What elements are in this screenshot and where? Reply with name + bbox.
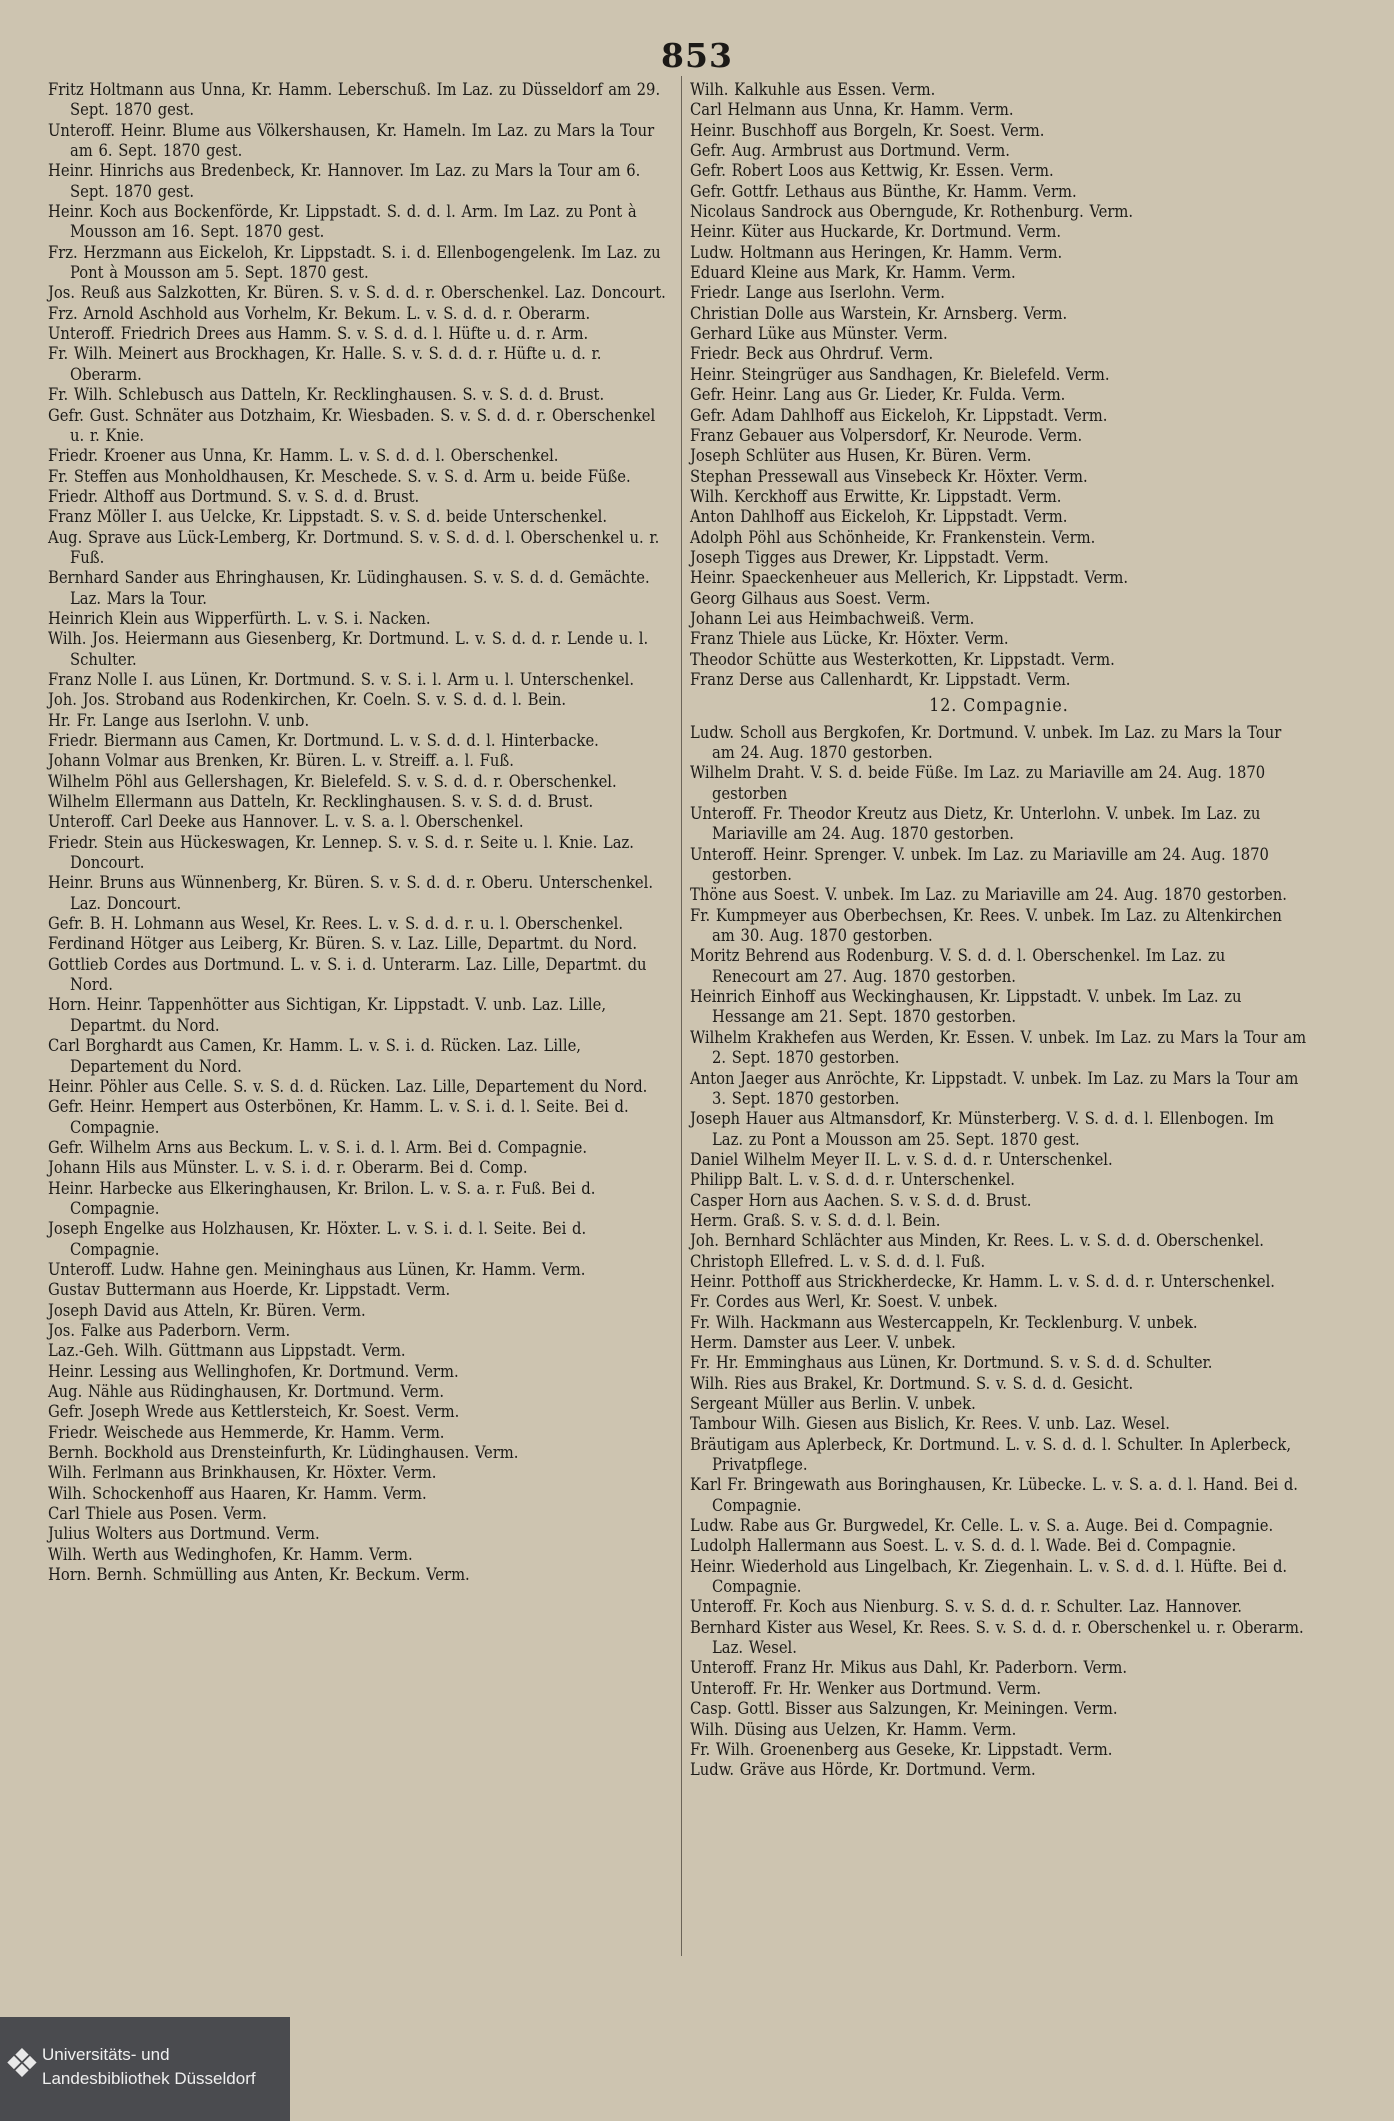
casualty-entry: Wilhelm Draht. V. S. d. beide Füße. Im Laz. zu Mariaville am 24. Aug. 1870 gestorben <box>690 763 1266 803</box>
casualty-entry: Gefr. B. H. Lohmann aus Wesel, Kr. Rees. L. v. S. d. d. r. u. l. Oberschenkel. <box>48 914 624 934</box>
casualty-entry: Franz Thiele aus Lücke, Kr. Höxter. Verm. <box>690 629 1009 649</box>
casualty-entry: Horn. Heinr. Tappenhötter aus Sichtigan, Kr. Lippstadt. V. unb. Laz. Lille, Departmt. du Nord. <box>48 995 607 1035</box>
casualty-entry: Theodor Schütte aus Westerkotten, Kr. Lippstadt. Verm. <box>690 649 1115 669</box>
casualty-entry: Jos. Reuß aus Salzkotten, Kr. Büren. S. v. S. d. d. r. Oberschenkel. Laz. Doncourt. <box>48 283 666 303</box>
casualty-entry: Fr. Kumpmeyer aus Oberbechsen, Kr. Rees. V. unbek. Im Laz. zu Altenkirchen am 30. Aug. 1870 gestorben. <box>690 905 1282 946</box>
casualty-entry: Anton Jaeger aus Anröchte, Kr. Lippstadt. V. unbek. Im Laz. zu Mars la Tour am 3. Sept. 1870 gestorben. <box>690 1068 1299 1108</box>
casualty-entry: Wilh. Jos. Heiermann aus Giesenberg, Kr. Dortmund. L. v. S. d. d. r. Lende u. l. Schulter. <box>48 629 649 669</box>
casualty-entry: Unteroff. Fr. Koch aus Nienburg. S. v. S. d. d. r. Schulter. Laz. Hannover. <box>690 1597 1242 1617</box>
casualty-entry: Carl Helmann aus Unna, Kr. Hamm. Verm. <box>690 100 1014 120</box>
casualty-entry: Unteroff. Franz Hr. Mikus aus Dahl, Kr. Paderborn. Verm. <box>690 1658 1128 1678</box>
casualty-entry: Wilh. Schockenhoff aus Haaren, Kr. Hamm. Verm. <box>48 1483 427 1503</box>
casualty-entry: Fr. Steffen aus Monholdhausen, Kr. Meschede. S. v. S. d. Arm u. beide Füße. <box>48 466 631 486</box>
casualty-entry: Georg Gilhaus aus Soest. Verm. <box>690 588 931 608</box>
casualty-entry: Jos. Falke aus Paderborn. Verm. <box>48 1320 291 1340</box>
right-column-bottom-list <box>690 723 1308 1781</box>
casualty-entry: Ludw. Gräve aus Hörde, Kr. Dortmund. Verm. <box>690 1760 1036 1780</box>
casualty-entry: Friedr. Weischede aus Hemmerde, Kr. Hamm. Verm. <box>48 1422 445 1442</box>
casualty-entry: Fr. Wilh. Meinert aus Brockhagen, Kr. Halle. S. v. S. d. d. r. Hüfte u. d. r. Oberarm. <box>48 344 602 384</box>
casualty-entry: Aug. Nähle aus Rüdinghausen, Kr. Dortmund. Verm. <box>48 1382 445 1401</box>
casualty-entry: Wilh. Kalkuhle aus Essen. Verm. <box>690 80 936 99</box>
casualty-entry: Heinr. Spaeckenheuer aus Mellerich, Kr. Lippstadt. Verm. <box>690 568 1129 588</box>
casualty-entry: Heinr. Lessing aus Wellinghofen, Kr. Dortmund. Verm. <box>48 1361 459 1381</box>
casualty-entry: Unteroff. Fr. Theodor Kreutz aus Dietz, Kr. Unterlohn. V. unbek. Im Laz. zu Mariaville am 24. Aug. 1870 gestorben. <box>690 804 1261 844</box>
casualty-entry: Fritz Holtmann aus Unna, Kr. Hamm. Leberschuß. Im Laz. zu Düsseldorf am 29. Sept. 1870 gest. <box>48 80 661 120</box>
casualty-entry: Joh. Jos. Stroband aus Rodenkirchen, Kr. Coeln. S. v. S. d. d. l. Bein. <box>48 690 567 710</box>
library-logo-icon: ❖ <box>4 2041 40 2087</box>
casualty-entry: Heinr. Buschhoff aus Borgeln, Kr. Soest. Verm. <box>690 120 1045 140</box>
casualty-entry: Julius Wolters aus Dortmund. Verm. <box>48 1524 320 1544</box>
casualty-entry: Ludw. Rabe aus Gr. Burgwedel, Kr. Celle. L. v. S. a. Auge. Bei d. Compagnie. <box>690 1516 1274 1536</box>
library-footer-line1: Universitäts- und <box>42 2045 170 2064</box>
casualty-entry: Johann Hils aus Münster. L. v. S. i. d. r. Oberarm. Bei d. Comp. <box>48 1158 528 1178</box>
casualty-entry: Joseph Hauer aus Altmansdorf, Kr. Münsterberg. V. S. d. d. l. Ellenbogen. Im Laz. zu Pont a Mousson am 25. Sept. 1870 gest. <box>690 1109 1274 1149</box>
casualty-entry: Bernhard Kister aus Wesel, Kr. Rees. S. v. S. d. d. r. Oberschenkel u. r. Oberarm. Laz. Wesel. <box>690 1617 1304 1658</box>
casualty-entry: Wilh. Werth aus Wedinghofen, Kr. Hamm. Verm. <box>48 1544 413 1564</box>
casualty-entry: Moritz Behrend aus Rodenburg. V. S. d. d. l. Oberschenkel. Im Laz. zu Renecourt am 27. Aug. 1870 gestorben. <box>690 946 1226 986</box>
casualty-entry: Gefr. Gottfr. Lethaus aus Bünthe, Kr. Hamm. Verm. <box>690 181 1077 201</box>
casualty-entry: Friedr. Lange aus Iserlohn. Verm. <box>690 283 945 303</box>
casualty-entry: Fr. Wilh. Hackmann aus Westercappeln, Kr. Tecklenburg. V. unbek. <box>690 1312 1198 1332</box>
casualty-entry: Bräutigam aus Aplerbeck, Kr. Dortmund. L. v. S. d. d. l. Schulter. In Aplerbeck, Privatpflege. <box>690 1434 1292 1475</box>
casualty-entry: Aug. Sprave aus Lück-Lemberg, Kr. Dortmund. S. v. S. d. d. l. Oberschenkel u. r. Fuß. <box>48 527 660 567</box>
casualty-entry: Fr. Wilh. Groenenberg aus Geseke, Kr. Lippstadt. Verm. <box>690 1739 1113 1759</box>
casualty-entry: Heinr. Wiederhold aus Lingelbach, Kr. Ziegenhain. L. v. S. d. d. l. Hüfte. Bei d. Compagnie. <box>690 1556 1288 1597</box>
casualty-entry: Friedr. Althoff aus Dortmund. S. v. S. d. d. Brust. <box>48 486 420 506</box>
casualty-entry: Carl Thiele aus Posen. Verm. <box>48 1504 267 1524</box>
casualty-entry: Sergeant Müller aus Berlin. V. unbek. <box>690 1394 976 1413</box>
casualty-entry: Tambour Wilh. Giesen aus Bislich, Kr. Rees. V. unb. Laz. Wesel. <box>690 1414 1170 1434</box>
casualty-entry: Stephan Pressewall aus Vinsebeck Kr. Höxter. Verm. <box>690 466 1088 486</box>
casualty-entry: Wilhelm Krakhefen aus Werden, Kr. Essen. V. unbek. Im Laz. zu Mars la Tour am 2. Sept. 1870 gestorben. <box>690 1027 1307 1068</box>
casualty-entry: Carl Borghardt aus Camen, Kr. Hamm. L. v. S. i. d. Rücken. Laz. Lille, Departement du Nord. <box>48 1036 581 1076</box>
casualty-entry: Hr. Fr. Lange aus Iserlohn. V. unb. <box>48 710 310 730</box>
casualty-entry: Nicolaus Sandrock aus Oberngude, Kr. Rothenburg. Verm. <box>690 202 1134 222</box>
casualty-entry: Gefr. Heinr. Hempert aus Osterbönen, Kr. Hamm. L. v. S. i. d. l. Seite. Bei d. Compagnie. <box>48 1097 629 1137</box>
casualty-entry: Fr. Cordes aus Werl, Kr. Soest. V. unbek. <box>690 1292 998 1312</box>
left-column <box>48 80 666 1585</box>
casualty-entry: Franz Derse aus Callenhardt, Kr. Lippstadt. Verm. <box>690 669 1071 689</box>
casualty-entry: Heinrich Klein aus Wipperfürth. L. v. S. i. Nacken. <box>48 608 431 628</box>
casualty-entry: Gefr. Wilhelm Arns aus Beckum. L. v. S. i. d. l. Arm. Bei d. Compagnie. <box>48 1137 588 1157</box>
casualty-entry: Heinr. Potthoff aus Strickherdecke, Kr. Hamm. L. v. S. d. d. r. Unterschenkel. <box>690 1271 1275 1291</box>
casualty-entry: Franz Gebauer aus Volpersdorf, Kr. Neurode. Verm. <box>690 425 1083 445</box>
casualty-entry: Frz. Herzmann aus Eickeloh, Kr. Lippstadt. S. i. d. Ellenbogengelenk. Im Laz. zu Pont à Mousson am 5. Sept. 1870 gest. <box>48 242 661 283</box>
right-column <box>690 80 1308 1781</box>
casualty-entry: Unteroff. Friedrich Drees aus Hamm. S. v. S. d. d. l. Hüfte u. d. r. Arm. <box>48 324 589 344</box>
casualty-entry: Wilh. Kerckhoff aus Erwitte, Kr. Lippstadt. Verm. <box>690 486 1062 506</box>
casualty-entry: Joseph Schlüter aus Husen, Kr. Büren. Verm. <box>690 446 1032 466</box>
casualty-entry: Casp. Gottl. Bisser aus Salzungen, Kr. Meiningen. Verm. <box>690 1699 1118 1719</box>
casualty-entry: Gefr. Heinr. Lang aus Gr. Lieder, Kr. Fulda. Verm. <box>690 385 1066 405</box>
casualty-entry: Laz.-Geh. Wilh. Güttmann aus Lippstadt. Verm. <box>48 1341 406 1361</box>
casualty-entry: Heinrich Einhoff aus Weckinghausen, Kr. Lippstadt. V. unbek. Im Laz. zu Hessange am 21. Sept. 1870 gestorben. <box>690 987 1242 1027</box>
casualty-entry: Gefr. Adam Dahlhoff aus Eickeloh, Kr. Lippstadt. Verm. <box>690 405 1108 425</box>
casualty-entry: Unteroff. Carl Deeke aus Hannover. L. v. S. a. l. Oberschenkel. <box>48 812 524 832</box>
casualty-entry: Heinr. Küter aus Huckarde, Kr. Dortmund. Verm. <box>690 222 1062 242</box>
casualty-entry: Heinr. Bruns aus Wünnenberg, Kr. Büren. S. v. S. d. d. r. Oberu. Unterschenkel. Laz. Doncourt. <box>48 873 654 913</box>
casualty-entry: Fr. Hr. Emminghaus aus Lünen, Kr. Dortmund. S. v. S. d. d. Schulter. <box>690 1353 1213 1373</box>
casualty-entry: Philipp Balt. L. v. S. d. d. r. Unterschenkel. <box>690 1170 1015 1190</box>
casualty-entry: Unteroff. Heinr. Blume aus Völkershausen, Kr. Hameln. Im Laz. zu Mars la Tour am 6. Sept. 1870 gest. <box>48 120 655 161</box>
casualty-entry: Friedr. Beck aus Ohrdruf. Verm. <box>690 344 934 364</box>
casualty-entry: Karl Fr. Bringewath aus Boringhausen, Kr. Lübecke. L. v. S. a. d. l. Hand. Bei d. Compagnie. <box>690 1475 1298 1515</box>
casualty-entry: Christian Dolle aus Warstein, Kr. Arnsberg. Verm. <box>690 303 1068 323</box>
casualty-entry: Frz. Arnold Aschhold aus Vorhelm, Kr. Bekum. L. v. S. d. d. r. Oberarm. <box>48 303 591 323</box>
right-column-top-list <box>690 80 1308 690</box>
casualty-entry: Heinr. Pöhler aus Celle. S. v. S. d. d. Rücken. Laz. Lille, Departement du Nord. <box>48 1076 648 1096</box>
casualty-entry: Bernh. Bockhold aus Drensteinfurth, Kr. Lüdinghausen. Verm. <box>48 1443 519 1463</box>
casualty-entry: Herm. Graß. S. v. S. d. d. l. Bein. <box>690 1210 941 1230</box>
casualty-entry: Joseph David aus Atteln, Kr. Büren. Verm. <box>48 1300 366 1320</box>
section-heading-12-compagnie: 12. Compagnie. <box>929 696 1069 717</box>
casualty-entry: Unteroff. Ludw. Hahne gen. Meininghaus aus Lünen, Kr. Hamm. Verm. <box>48 1259 586 1279</box>
library-footer-line2: Landesbibliothek Düsseldorf <box>42 2069 256 2088</box>
casualty-entry: Ludw. Scholl aus Bergkofen, Kr. Dortmund. V. unbek. Im Laz. zu Mars la Tour am 24. Aug. 1870 gestorben. <box>690 722 1282 762</box>
casualty-entry: Ferdinand Hötger aus Leiberg, Kr. Büren. S. v. Laz. Lille, Departmt. du Nord. <box>48 934 638 954</box>
column-divider <box>681 76 682 1956</box>
casualty-entry: Gottlieb Cordes aus Dortmund. L. v. S. i. d. Unterarm. Laz. Lille, Departmt. du Nord. <box>48 954 647 995</box>
casualty-entry: Friedr. Stein aus Hückeswagen, Kr. Lennep. S. v. S. d. r. Seite u. l. Knie. Laz. Doncourt. <box>48 832 634 873</box>
casualty-entry: Horn. Bernh. Schmülling aus Anten, Kr. Beckum. Verm. <box>48 1565 470 1585</box>
casualty-entry: Fr. Wilh. Schlebusch aus Datteln, Kr. Recklinghausen. S. v. S. d. d. Brust. <box>48 385 605 405</box>
casualty-entry: Gefr. Aug. Armbrust aus Dortmund. Verm. <box>690 141 1010 161</box>
casualty-entry: Wilh. Ries aus Brakel, Kr. Dortmund. S. v. S. d. d. Gesicht. <box>690 1373 1134 1393</box>
casualty-entry: Gefr. Robert Loos aus Kettwig, Kr. Essen. Verm. <box>690 161 1054 181</box>
casualty-entry: Johann Lei aus Heimbachweiß. Verm. <box>690 608 975 628</box>
casualty-entry: Wilhelm Ellermann aus Datteln, Kr. Recklinghausen. S. v. S. d. d. Brust. <box>48 792 594 812</box>
casualty-entry: Friedr. Kroener aus Unna, Kr. Hamm. L. v. S. d. d. l. Oberschenkel. <box>48 446 559 466</box>
casualty-entry: Gefr. Gust. Schnäter aus Dotzhaim, Kr. Wiesbaden. S. v. S. d. d. r. Oberschenkel u. r. Knie. <box>48 405 656 445</box>
casualty-entry: Casper Horn aus Aachen. S. v. S. d. d. Brust. <box>690 1190 1032 1210</box>
casualty-entry: Joh. Bernhard Schlächter aus Minden, Kr. Rees. L. v. S. d. d. Oberschenkel. <box>690 1231 1264 1251</box>
casualty-entry: Johann Volmar aus Brenken, Kr. Büren. L. v. Streiff. a. l. Fuß. <box>48 751 514 771</box>
casualty-entry: Anton Dahlhoff aus Eickeloh, Kr. Lippstadt. Verm. <box>690 507 1068 527</box>
casualty-entry: Herm. Damster aus Leer. V. unbek. <box>690 1332 956 1352</box>
casualty-entry: Gustav Buttermann aus Hoerde, Kr. Lippstadt. Verm. <box>48 1280 451 1300</box>
casualty-entry: Gerhard Lüke aus Münster. Verm. <box>690 324 948 344</box>
casualty-entry: Heinr. Koch aus Bockenförde, Kr. Lippstadt. S. d. d. l. Arm. Im Laz. zu Pont à Mousson am 16. Sept. 1870 gest. <box>48 202 637 242</box>
page-number: 853 <box>661 36 733 75</box>
casualty-entry: Thöne aus Soest. V. unbek. Im Laz. zu Mariaville am 24. Aug. 1870 gestorben. <box>690 885 1287 905</box>
casualty-entry: Franz Nolle I. aus Lünen, Kr. Dortmund. S. v. S. i. l. Arm u. l. Unterschenkel. <box>48 669 635 689</box>
casualty-entry: Joseph Tigges aus Drewer, Kr. Lippstadt. Verm. <box>690 547 1049 567</box>
casualty-entry: Heinr. Steingrüger aus Sandhagen, Kr. Bielefeld. Verm. <box>690 364 1110 384</box>
casualty-entry: Wilh. Düsing aus Uelzen, Kr. Hamm. Verm. <box>690 1719 1017 1739</box>
casualty-entry: Eduard Kleine aus Mark, Kr. Hamm. Verm. <box>690 263 1016 283</box>
casualty-entry: Daniel Wilhelm Meyer II. L. v. S. d. d. r. Unterschenkel. <box>690 1149 1113 1169</box>
casualty-entry: Unteroff. Heinr. Sprenger. V. unbek. Im Laz. zu Mariaville am 24. Aug. 1870 gestorben. <box>690 844 1269 885</box>
casualty-entry: Heinr. Hinrichs aus Bredenbeck, Kr. Hannover. Im Laz. zu Mars la Tour am 6. Sept. 1870 gest. <box>48 161 641 201</box>
casualty-entry: Heinr. Harbecke aus Elkeringhausen, Kr. Brilon. L. v. S. a. r. Fuß. Bei d. Compagnie. <box>48 1178 596 1218</box>
library-footer <box>0 2017 290 2121</box>
library-footer-text <box>42 2043 256 2091</box>
casualty-entry: Wilhelm Pöhl aus Gellershagen, Kr. Bielefeld. S. v. S. d. d. r. Oberschenkel. <box>48 771 617 791</box>
casualty-entry: Wilh. Ferlmann aus Brinkhausen, Kr. Höxter. Verm. <box>48 1463 437 1483</box>
casualty-entry: Ludolph Hallermann aus Soest. L. v. S. d. d. l. Wade. Bei d. Compagnie. <box>690 1536 1237 1556</box>
casualty-entry: Christoph Ellefred. L. v. S. d. d. l. Fuß. <box>690 1251 986 1271</box>
casualty-entry: Adolph Pöhl aus Schönheide, Kr. Frankenstein. Verm. <box>690 527 1096 547</box>
casualty-entry: Unteroff. Fr. Hr. Wenker aus Dortmund. Verm. <box>690 1678 1042 1698</box>
casualty-entry: Joseph Engelke aus Holzhausen, Kr. Höxter. L. v. S. i. d. l. Seite. Bei d. Compagnie. <box>48 1219 587 1259</box>
casualty-entry: Friedr. Biermann aus Camen, Kr. Dortmund. L. v. S. d. d. l. Hinterbacke. <box>48 731 599 750</box>
casualty-entry: Bernhard Sander aus Ehringhausen, Kr. Lüdinghausen. S. v. S. d. d. Gemächte. Laz. Mars la Tour. <box>48 568 650 608</box>
casualty-entry: Gefr. Joseph Wrede aus Kettlersteich, Kr. Soest. Verm. <box>48 1402 460 1422</box>
casualty-entry: Ludw. Holtmann aus Heringen, Kr. Hamm. Verm. <box>690 242 1063 262</box>
casualty-entry: Franz Möller I. aus Uelcke, Kr. Lippstadt. S. v. S. d. beide Unterschenkel. <box>48 507 608 527</box>
